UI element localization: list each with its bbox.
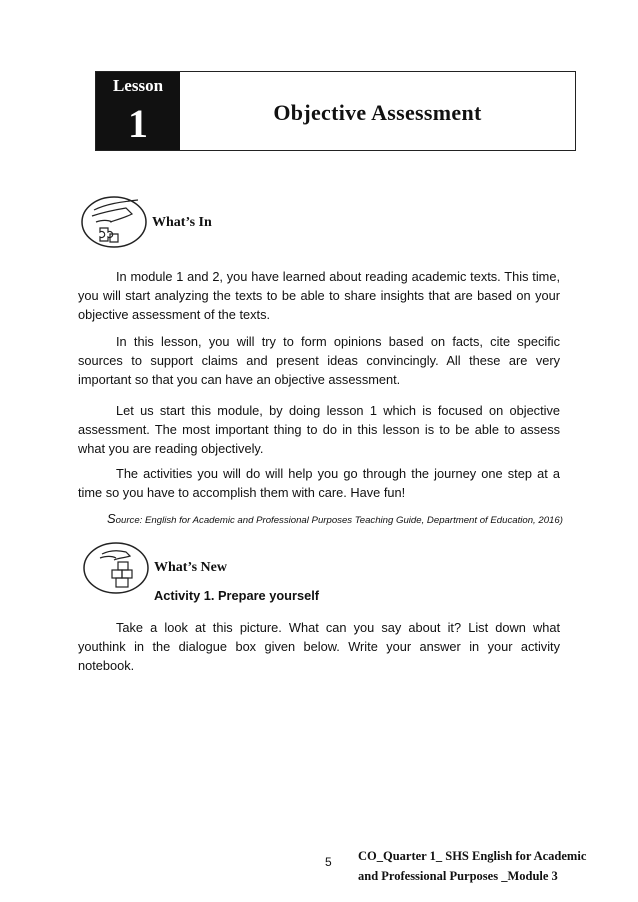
lesson-label: Lesson <box>112 76 164 95</box>
hand-puzzle-icon <box>80 194 148 250</box>
whats-new-heading: What’s New <box>154 560 227 575</box>
lesson-header <box>95 71 576 151</box>
whats-in-heading: What’s In <box>152 215 212 230</box>
whats-in-paragraph-4: The activities you will do will help you go through the journey one step at a time so you have to accomplish them with care. Have fun! <box>78 466 560 500</box>
whats-in-paragraph-1: In module 1 and 2, you have learned about reading academic texts. This time, you will start analyzing the texts to be able to share insights that are based on your objective assessment of the texts. <box>78 269 560 322</box>
activity-title: Activity 1. Prepare yourself <box>154 588 320 603</box>
footer-line-2: and Professional Purposes _Module 3 <box>358 869 558 883</box>
module-footer <box>358 846 586 886</box>
footer-line-1: CO_Quarter 1_ SHS English for Academic <box>358 849 587 863</box>
whats-in-paragraph-3: Let us start this module, by doing lesson 1 which is focused on objective assessment. The most important thing to do in this lesson is to be able to assess what you are reading objectively. <box>78 403 560 456</box>
hand-blocks-icon <box>82 540 150 596</box>
lesson-number: 1 <box>128 101 148 146</box>
whats-new-paragraph: Take a look at this picture. What can you say about it? List down what youthink in the dialogue box given below. Write your answer in your activity notebook. <box>78 620 560 673</box>
page-number: 5 <box>325 855 332 869</box>
source-citation: Source: English for Academic and Professional Purposes Teaching Guide, Department of Education, 2016) <box>107 511 563 526</box>
lesson-badge <box>96 72 180 150</box>
lesson-title: Objective Assessment <box>273 100 482 125</box>
whats-in-paragraph-2: In this lesson, you will try to form opinions based on facts, cite specific sources to support claims and present ideas convincingly. All these are very important so that you can have an objective assessment. <box>78 334 560 387</box>
